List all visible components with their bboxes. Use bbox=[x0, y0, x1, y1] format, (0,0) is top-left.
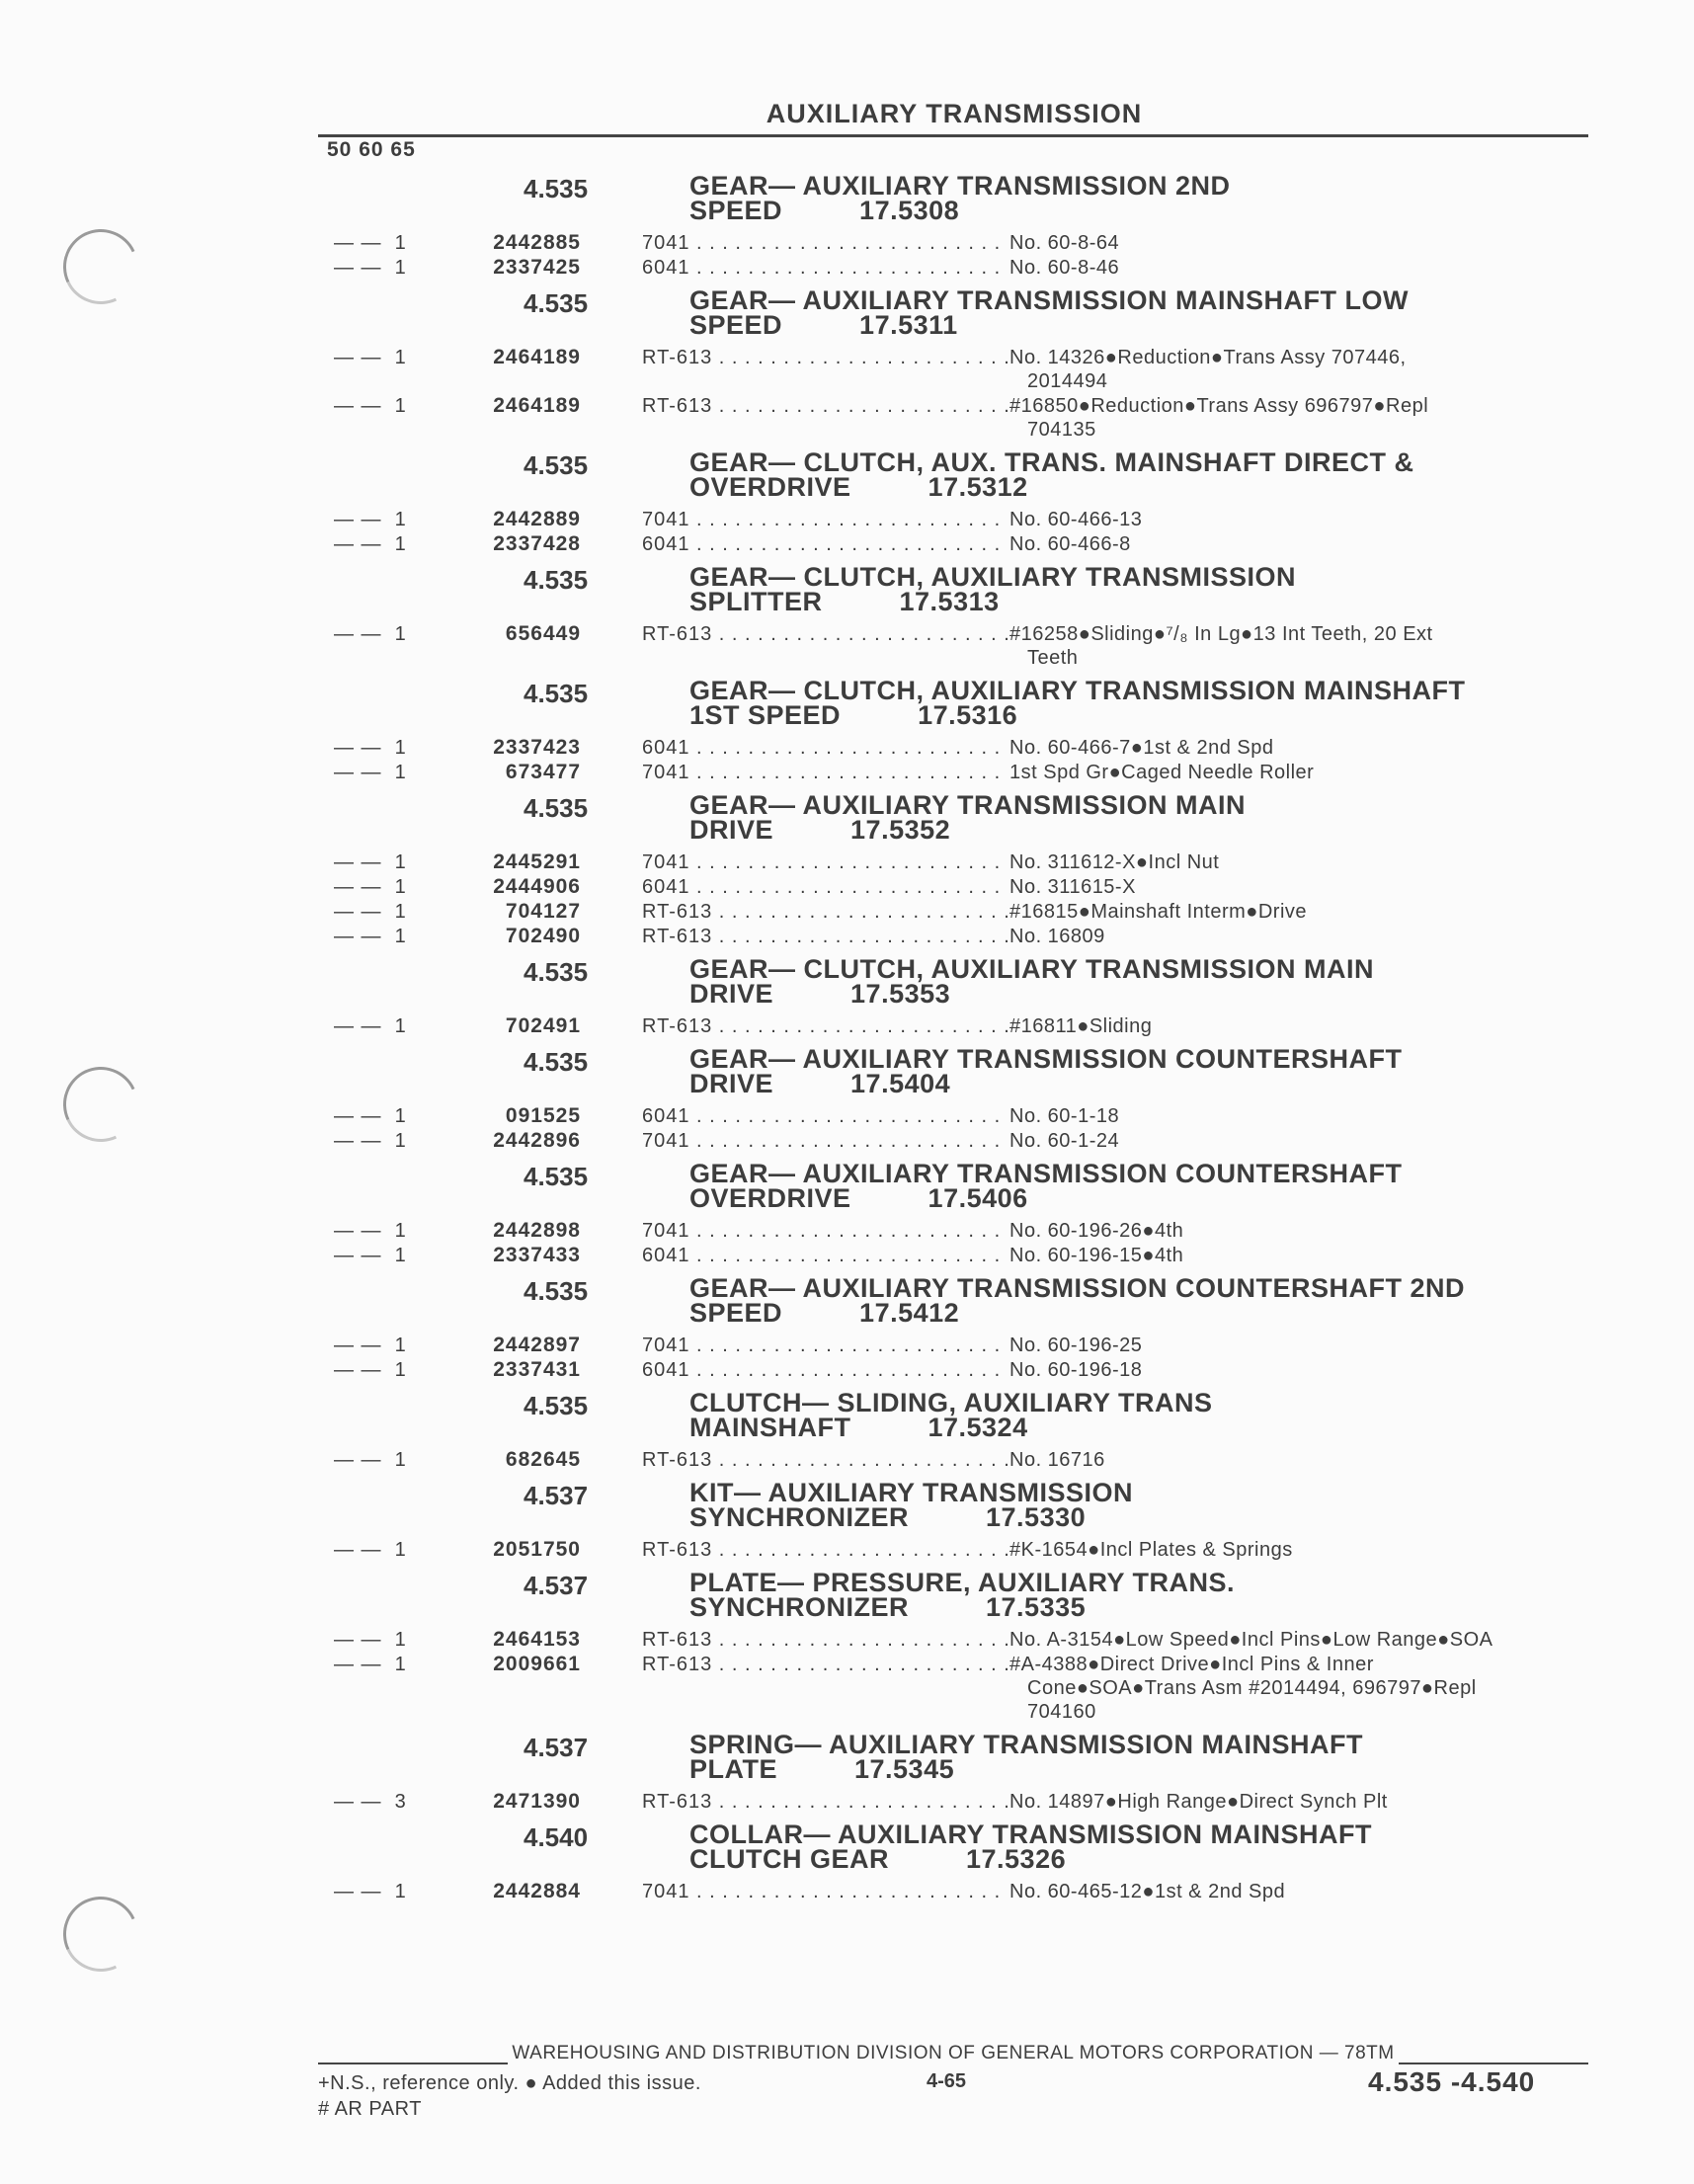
item-description: #K-1654●Incl Plates & Springs bbox=[1009, 1539, 1293, 1561]
item-part-number: 704127 bbox=[505, 900, 581, 923]
item-model: 6041 . . . bbox=[642, 1244, 1008, 1267]
section-catalog-number: 17.5412 bbox=[859, 1298, 960, 1328]
item-description-block bbox=[1009, 736, 1592, 760]
section-code: 4.537 bbox=[524, 1733, 589, 1762]
table-row bbox=[0, 875, 1694, 900]
section-title-line2 bbox=[689, 1069, 1598, 1098]
section-title-line2-text: SYNCHRONIZER bbox=[689, 1502, 910, 1532]
item-model: RT-613 . . . bbox=[642, 1653, 1008, 1676]
section bbox=[0, 447, 1694, 557]
item-description: No. 60-465-12●1st & 2nd Spd bbox=[1009, 1881, 1286, 1902]
table-row bbox=[0, 1219, 1694, 1244]
section-title bbox=[689, 447, 1598, 502]
section-catalog-number: 17.5330 bbox=[986, 1502, 1087, 1532]
section-title-line1: GEAR— CLUTCH, AUXILIARY TRANSMISSION bbox=[689, 562, 1297, 592]
table-row bbox=[0, 346, 1694, 394]
item-description-block bbox=[1009, 1628, 1592, 1652]
section bbox=[0, 1388, 1694, 1473]
section-header bbox=[0, 1044, 1694, 1104]
item-quantity: — — 1 bbox=[334, 1335, 407, 1356]
section-title-line2 bbox=[689, 472, 1598, 502]
item-description-cont: 2014494 bbox=[1027, 370, 1108, 392]
footer-division-line bbox=[318, 2043, 1588, 2064]
item-model: 6041 . . . bbox=[642, 736, 1008, 760]
section-header bbox=[0, 676, 1694, 736]
section-catalog-number: 17.5312 bbox=[928, 472, 1028, 502]
item-quantity: — — 1 bbox=[334, 1629, 407, 1651]
item-part-number: 2051750 bbox=[493, 1538, 581, 1561]
section-title-line2 bbox=[689, 700, 1598, 730]
section-code: 4.535 bbox=[524, 450, 589, 480]
item-part-number: 682645 bbox=[505, 1448, 581, 1471]
section-code: 4.535 bbox=[524, 1391, 589, 1420]
item-quantity: — — 1 bbox=[334, 257, 407, 279]
section-code: 4.535 bbox=[524, 793, 589, 823]
column-header: 50 60 65 bbox=[327, 138, 416, 161]
section-title-line2-text: SPEED bbox=[689, 1298, 783, 1328]
item-part-number: 2442885 bbox=[493, 231, 581, 254]
section-title-line1: CLUTCH— SLIDING, AUXILIARY TRANS bbox=[689, 1388, 1213, 1417]
item-description-block bbox=[1009, 1219, 1592, 1243]
title-rule bbox=[318, 134, 1588, 137]
table-row bbox=[0, 1653, 1694, 1725]
table-row bbox=[0, 1334, 1694, 1358]
section-catalog-number: 17.5406 bbox=[928, 1183, 1028, 1213]
section-title-line2 bbox=[689, 815, 1598, 845]
item-description-block bbox=[1009, 1358, 1592, 1382]
section-title-line2 bbox=[689, 1183, 1598, 1213]
section-title-line2-text: DRIVE bbox=[689, 1069, 774, 1098]
table-row bbox=[0, 736, 1694, 761]
item-model: RT-613 . . . bbox=[642, 900, 1008, 924]
page-range: 4.535 -4.540 bbox=[1368, 2066, 1536, 2097]
section-title bbox=[689, 562, 1598, 616]
section bbox=[0, 1568, 1694, 1725]
section-title-line2-text: SYNCHRONIZER bbox=[689, 1592, 910, 1622]
section-title-line2 bbox=[689, 1298, 1598, 1328]
section-header bbox=[0, 1730, 1694, 1790]
table-row bbox=[0, 1104, 1694, 1129]
table-row bbox=[0, 231, 1694, 256]
section-title bbox=[689, 1273, 1598, 1328]
item-quantity: — — 1 bbox=[334, 1105, 407, 1127]
item-part-number: 2464189 bbox=[493, 394, 581, 417]
section-title-line2 bbox=[689, 196, 1598, 225]
item-quantity: — — 1 bbox=[334, 1654, 407, 1675]
section-title-line2-text: OVERDRIVE bbox=[689, 1183, 851, 1213]
table-row bbox=[0, 1880, 1694, 1904]
item-description-block bbox=[1009, 925, 1592, 948]
item-model: RT-613 . . . bbox=[642, 1628, 1008, 1652]
item-description-block bbox=[1009, 850, 1592, 874]
table-row bbox=[0, 622, 1694, 671]
page-number: 4-65 bbox=[927, 2070, 967, 2092]
item-quantity: — — 1 bbox=[334, 1245, 407, 1266]
item-model: 6041 . . . bbox=[642, 1358, 1008, 1382]
footer-rule-left bbox=[318, 2045, 508, 2064]
section-catalog-number: 17.5345 bbox=[854, 1754, 955, 1784]
section bbox=[0, 171, 1694, 281]
section-code: 4.535 bbox=[524, 1162, 589, 1191]
section-header bbox=[0, 1159, 1694, 1219]
section-title-line1: GEAR— AUXILIARY TRANSMISSION COUNTERSHAFT bbox=[689, 1044, 1403, 1074]
section bbox=[0, 285, 1694, 443]
item-description-block bbox=[1009, 900, 1592, 924]
item-description: No. 60-1-18 bbox=[1009, 1105, 1120, 1127]
section-title bbox=[689, 171, 1598, 225]
section-header bbox=[0, 1388, 1694, 1448]
section-header bbox=[0, 562, 1694, 622]
item-quantity: — — 1 bbox=[334, 1449, 407, 1471]
item-description: No. 16809 bbox=[1009, 926, 1105, 947]
item-model: 7041 . . . bbox=[642, 1880, 1008, 1903]
item-description: No. 60-196-18 bbox=[1009, 1359, 1143, 1381]
section-title-line1: KIT— AUXILIARY TRANSMISSION bbox=[689, 1478, 1134, 1507]
section bbox=[0, 676, 1694, 785]
section bbox=[0, 1478, 1694, 1563]
item-description-block bbox=[1009, 346, 1592, 393]
item-quantity: — — 1 bbox=[334, 533, 407, 555]
section-title-line2 bbox=[689, 587, 1598, 616]
section-header bbox=[0, 954, 1694, 1014]
section-catalog-number: 17.5311 bbox=[859, 310, 958, 340]
item-model: RT-613 . . . bbox=[642, 1014, 1008, 1038]
item-quantity: — — 1 bbox=[334, 737, 407, 759]
section-code: 4.535 bbox=[524, 1047, 589, 1077]
section-catalog-number: 17.5316 bbox=[918, 700, 1018, 730]
item-part-number: 673477 bbox=[505, 761, 581, 783]
item-model: 7041 . . . bbox=[642, 850, 1008, 874]
item-description: No. 60-196-25 bbox=[1009, 1335, 1143, 1356]
section bbox=[0, 1730, 1694, 1815]
item-description-cont: 704160 bbox=[1027, 1701, 1096, 1723]
item-model: 7041 . . . bbox=[642, 1129, 1008, 1153]
footnote-ar-part: # AR PART bbox=[318, 2098, 422, 2120]
item-quantity: — — 1 bbox=[334, 1015, 407, 1037]
section-title-line2-text: 1ST SPEED bbox=[689, 700, 842, 730]
section-title-line2-text: MAINSHAFT bbox=[689, 1413, 851, 1442]
table-row bbox=[0, 1244, 1694, 1268]
item-part-number: 2009661 bbox=[493, 1653, 581, 1675]
section-code: 4.535 bbox=[524, 288, 589, 318]
table-row bbox=[0, 508, 1694, 532]
footer-division: WAREHOUSING AND DISTRIBUTION DIVISION OF GENERAL MOTORS CORPORATION — 78TM bbox=[512, 2043, 1395, 2063]
item-description: No. 60-196-26●4th bbox=[1009, 1220, 1184, 1242]
section-header bbox=[0, 171, 1694, 231]
item-quantity: — — 1 bbox=[334, 1220, 407, 1242]
section-code: 4.535 bbox=[524, 679, 589, 708]
section bbox=[0, 790, 1694, 949]
section-title-line2-text: SPLITTER bbox=[689, 587, 823, 616]
section-title-line1: GEAR— AUXILIARY TRANSMISSION COUNTERSHAFT bbox=[689, 1159, 1403, 1188]
item-model: 6041 . . . bbox=[642, 1104, 1008, 1128]
table-row bbox=[0, 1014, 1694, 1039]
section-catalog-number: 17.5335 bbox=[986, 1592, 1087, 1622]
item-description-block bbox=[1009, 1334, 1592, 1357]
table-row bbox=[0, 1448, 1694, 1473]
item-description: No. 311615-X bbox=[1009, 876, 1136, 898]
section-header bbox=[0, 1273, 1694, 1334]
item-part-number: 091525 bbox=[505, 1104, 581, 1127]
table-row bbox=[0, 1790, 1694, 1815]
item-model: RT-613 . . . bbox=[642, 394, 1008, 418]
item-part-number: 2445291 bbox=[493, 850, 581, 873]
item-description-block bbox=[1009, 1538, 1592, 1562]
section-title bbox=[689, 1044, 1598, 1098]
item-part-number: 2442898 bbox=[493, 1219, 581, 1242]
item-part-number: 2464189 bbox=[493, 346, 581, 368]
section-title bbox=[689, 676, 1598, 730]
item-description: #16850●Reduction●Trans Assy 696797●Repl bbox=[1009, 395, 1429, 417]
item-description-block bbox=[1009, 1129, 1592, 1153]
item-model: 7041 . . . bbox=[642, 231, 1008, 255]
item-quantity: — — 1 bbox=[334, 851, 407, 873]
item-description: No. 60-466-7●1st & 2nd Spd bbox=[1009, 737, 1274, 759]
section-header bbox=[0, 285, 1694, 346]
item-description: #16258●Sliding●⁷/₈ In Lg●13 Int Teeth, 20 Ext bbox=[1009, 623, 1433, 645]
item-description: No. 16716 bbox=[1009, 1449, 1105, 1471]
table-row bbox=[0, 900, 1694, 925]
item-part-number: 702490 bbox=[505, 925, 581, 947]
item-description: No. 60-196-15●4th bbox=[1009, 1245, 1184, 1266]
table-row bbox=[0, 532, 1694, 557]
item-model: RT-613 . . . bbox=[642, 925, 1008, 948]
section-header bbox=[0, 790, 1694, 850]
item-description: No. 60-466-8 bbox=[1009, 533, 1131, 555]
item-quantity: — — 1 bbox=[334, 876, 407, 898]
section-catalog-number: 17.5326 bbox=[966, 1844, 1067, 1874]
item-description: No. 60-466-13 bbox=[1009, 509, 1143, 530]
item-description-block bbox=[1009, 1880, 1592, 1903]
section-title-line1: GEAR— AUXILIARY TRANSMISSION MAIN bbox=[689, 790, 1247, 820]
item-part-number: 2442884 bbox=[493, 1880, 581, 1902]
section-title-line2-text: SPEED bbox=[689, 310, 783, 340]
item-model: 7041 . . . bbox=[642, 1334, 1008, 1357]
item-model: RT-613 . . . bbox=[642, 1448, 1008, 1472]
page-title: AUXILIARY TRANSMISSION bbox=[766, 99, 1143, 128]
item-description-block bbox=[1009, 1790, 1592, 1814]
item-part-number: 656449 bbox=[505, 622, 581, 645]
section-title bbox=[689, 1159, 1598, 1213]
item-quantity: — — 1 bbox=[334, 623, 407, 645]
section-code: 4.537 bbox=[524, 1571, 589, 1600]
section-title-line1: GEAR— CLUTCH, AUX. TRANS. MAINSHAFT DIRECT & bbox=[689, 447, 1414, 477]
item-quantity: — — 3 bbox=[334, 1791, 407, 1813]
table-row bbox=[0, 1538, 1694, 1563]
item-description: No. 14326●Reduction●Trans Assy 707446, bbox=[1009, 347, 1407, 368]
item-description: #A-4388●Direct Drive●Incl Pins & Inner bbox=[1009, 1654, 1374, 1675]
item-description: No. A-3154●Low Speed●Incl Pins●Low Range●SOA bbox=[1009, 1629, 1493, 1651]
item-description: No. 60-1-24 bbox=[1009, 1130, 1120, 1152]
section-title-line1: GEAR— CLUTCH, AUXILIARY TRANSMISSION MAIN bbox=[689, 954, 1375, 984]
item-description-block bbox=[1009, 1448, 1592, 1472]
section-title-line2-text: SPEED bbox=[689, 196, 783, 225]
section-title-line1: COLLAR— AUXILIARY TRANSMISSION MAINSHAFT bbox=[689, 1820, 1372, 1849]
item-part-number: 2444906 bbox=[493, 875, 581, 898]
section-title bbox=[689, 954, 1598, 1009]
section-title-line2-text: CLUTCH GEAR bbox=[689, 1844, 889, 1874]
item-part-number: 2337425 bbox=[493, 256, 581, 279]
item-description-block bbox=[1009, 256, 1592, 280]
item-quantity: — — 1 bbox=[334, 901, 407, 923]
item-description-block bbox=[1009, 1653, 1592, 1724]
item-description: #16811●Sliding bbox=[1009, 1015, 1153, 1037]
section-title-line2-text: DRIVE bbox=[689, 815, 774, 845]
item-description: #16815●Mainshaft Interm●Drive bbox=[1009, 901, 1308, 923]
table-row bbox=[0, 256, 1694, 281]
section-title-line1: GEAR— CLUTCH, AUXILIARY TRANSMISSION MAINSHAFT bbox=[689, 676, 1466, 705]
section-header bbox=[0, 1478, 1694, 1538]
table-row bbox=[0, 1358, 1694, 1383]
item-part-number: 2337431 bbox=[493, 1358, 581, 1381]
item-description: 1st Spd Gr●Caged Needle Roller bbox=[1009, 762, 1315, 783]
section bbox=[0, 1044, 1694, 1154]
item-part-number: 2471390 bbox=[493, 1790, 581, 1813]
section-header bbox=[0, 1822, 1694, 1880]
item-description-block bbox=[1009, 761, 1592, 784]
section-code: 4.535 bbox=[524, 957, 589, 987]
item-quantity: — — 1 bbox=[334, 1539, 407, 1561]
section-title-line2 bbox=[689, 1592, 1598, 1622]
section-title bbox=[689, 1822, 1598, 1872]
item-description: No. 311612-X●Incl Nut bbox=[1009, 851, 1220, 873]
section-catalog-number: 17.5313 bbox=[899, 587, 1000, 616]
item-description-block bbox=[1009, 394, 1592, 442]
item-quantity: — — 1 bbox=[334, 762, 407, 783]
item-model: 7041 . . . bbox=[642, 761, 1008, 784]
item-quantity: — — 1 bbox=[334, 509, 407, 530]
item-description-cont: Teeth bbox=[1027, 647, 1079, 669]
section-catalog-number: 17.5308 bbox=[859, 196, 960, 225]
item-model: 6041 . . . bbox=[642, 875, 1008, 899]
item-description: No. 60-8-46 bbox=[1009, 257, 1120, 279]
section-title-line1: GEAR— AUXILIARY TRANSMISSION 2ND bbox=[689, 171, 1231, 201]
item-description-block bbox=[1009, 508, 1592, 531]
item-quantity: — — 1 bbox=[334, 1881, 407, 1902]
section-title bbox=[689, 790, 1598, 845]
section-title bbox=[689, 1388, 1598, 1442]
item-part-number: 2442897 bbox=[493, 1334, 581, 1356]
item-description: No. 60-8-64 bbox=[1009, 232, 1120, 254]
section-code: 4.535 bbox=[524, 565, 589, 595]
item-quantity: — — 1 bbox=[334, 1359, 407, 1381]
item-quantity: — — 1 bbox=[334, 926, 407, 947]
section-title bbox=[689, 1568, 1598, 1622]
item-description-cont: 704135 bbox=[1027, 419, 1096, 441]
section-title-line2-text: OVERDRIVE bbox=[689, 472, 851, 502]
table-row bbox=[0, 925, 1694, 949]
table-row bbox=[0, 761, 1694, 785]
item-description-block bbox=[1009, 622, 1592, 670]
section-title-line2-text: DRIVE bbox=[689, 979, 774, 1009]
section-header bbox=[0, 1568, 1694, 1628]
section-catalog-number: 17.5404 bbox=[850, 1069, 951, 1098]
table-row bbox=[0, 1129, 1694, 1154]
section-title-line1: SPRING— AUXILIARY TRANSMISSION MAINSHAFT bbox=[689, 1730, 1364, 1759]
section-code: 4.537 bbox=[524, 1481, 589, 1510]
item-model: RT-613 . . . bbox=[642, 622, 1008, 646]
item-description-block bbox=[1009, 1244, 1592, 1267]
section-catalog-number: 17.5352 bbox=[850, 815, 951, 845]
section-catalog-number: 17.5353 bbox=[850, 979, 951, 1009]
item-model: RT-613 . . . bbox=[642, 1538, 1008, 1562]
table-row bbox=[0, 1628, 1694, 1653]
section-title-line2 bbox=[689, 1502, 1598, 1532]
section-title-line1: GEAR— AUXILIARY TRANSMISSION MAINSHAFT LOW bbox=[689, 285, 1409, 315]
item-description-block bbox=[1009, 532, 1592, 556]
footnotes bbox=[318, 2070, 701, 2122]
item-part-number: 2442896 bbox=[493, 1129, 581, 1152]
item-part-number: 2337423 bbox=[493, 736, 581, 759]
item-description: No. 14897●High Range●Direct Synch Plt bbox=[1009, 1791, 1388, 1813]
section-code: 4.540 bbox=[524, 1822, 589, 1852]
section bbox=[0, 1822, 1694, 1904]
parts-list bbox=[0, 166, 1694, 1904]
section-header bbox=[0, 447, 1694, 508]
item-model: 6041 . . . bbox=[642, 256, 1008, 280]
item-model: RT-613 . . . bbox=[642, 346, 1008, 369]
section-title bbox=[689, 285, 1598, 340]
section-title-line1: PLATE— PRESSURE, AUXILIARY TRANS. bbox=[689, 1568, 1236, 1597]
section-title-line2 bbox=[689, 979, 1598, 1009]
section bbox=[0, 1159, 1694, 1268]
item-quantity: — — 1 bbox=[334, 232, 407, 254]
table-row bbox=[0, 850, 1694, 875]
section bbox=[0, 1273, 1694, 1383]
item-part-number: 2442889 bbox=[493, 508, 581, 530]
item-quantity: — — 1 bbox=[334, 1130, 407, 1152]
section-code: 4.535 bbox=[524, 174, 589, 203]
footer-rule-right bbox=[1399, 2045, 1588, 2064]
table-row bbox=[0, 394, 1694, 443]
item-part-number: 2337433 bbox=[493, 1244, 581, 1266]
section-code: 4.535 bbox=[524, 1276, 589, 1306]
section-title-line2-text: PLATE bbox=[689, 1754, 777, 1784]
item-description-block bbox=[1009, 231, 1592, 255]
item-part-number: 2337428 bbox=[493, 532, 581, 555]
footnote-legend: +N.S., reference only. ● Added this issue. bbox=[318, 2072, 701, 2094]
section-title-line2 bbox=[689, 1754, 1598, 1784]
item-quantity: — — 1 bbox=[334, 395, 407, 417]
section-title-line2 bbox=[689, 1844, 1598, 1874]
section bbox=[0, 954, 1694, 1039]
section bbox=[0, 562, 1694, 671]
item-model: 6041 . . . bbox=[642, 532, 1008, 556]
item-model: 7041 . . . bbox=[642, 1219, 1008, 1243]
section-title-line2 bbox=[689, 1413, 1598, 1442]
item-part-number: 2464153 bbox=[493, 1628, 581, 1651]
section-title bbox=[689, 1730, 1598, 1784]
item-part-number: 702491 bbox=[505, 1014, 581, 1037]
item-description-cont: Cone●SOA●Trans Asm #2014494, 696797●Repl bbox=[1027, 1677, 1477, 1699]
section-catalog-number: 17.5324 bbox=[928, 1413, 1028, 1442]
item-description-block bbox=[1009, 875, 1592, 899]
item-description-block bbox=[1009, 1014, 1592, 1038]
section-title-line2 bbox=[689, 310, 1598, 340]
item-quantity: — — 1 bbox=[334, 347, 407, 368]
item-description-block bbox=[1009, 1104, 1592, 1128]
item-model: RT-613 . . . bbox=[642, 1790, 1008, 1814]
section-title bbox=[689, 1478, 1598, 1532]
item-model: 7041 . . . bbox=[642, 508, 1008, 531]
section-title-line1: GEAR— AUXILIARY TRANSMISSION COUNTERSHAFT 2ND bbox=[689, 1273, 1466, 1303]
